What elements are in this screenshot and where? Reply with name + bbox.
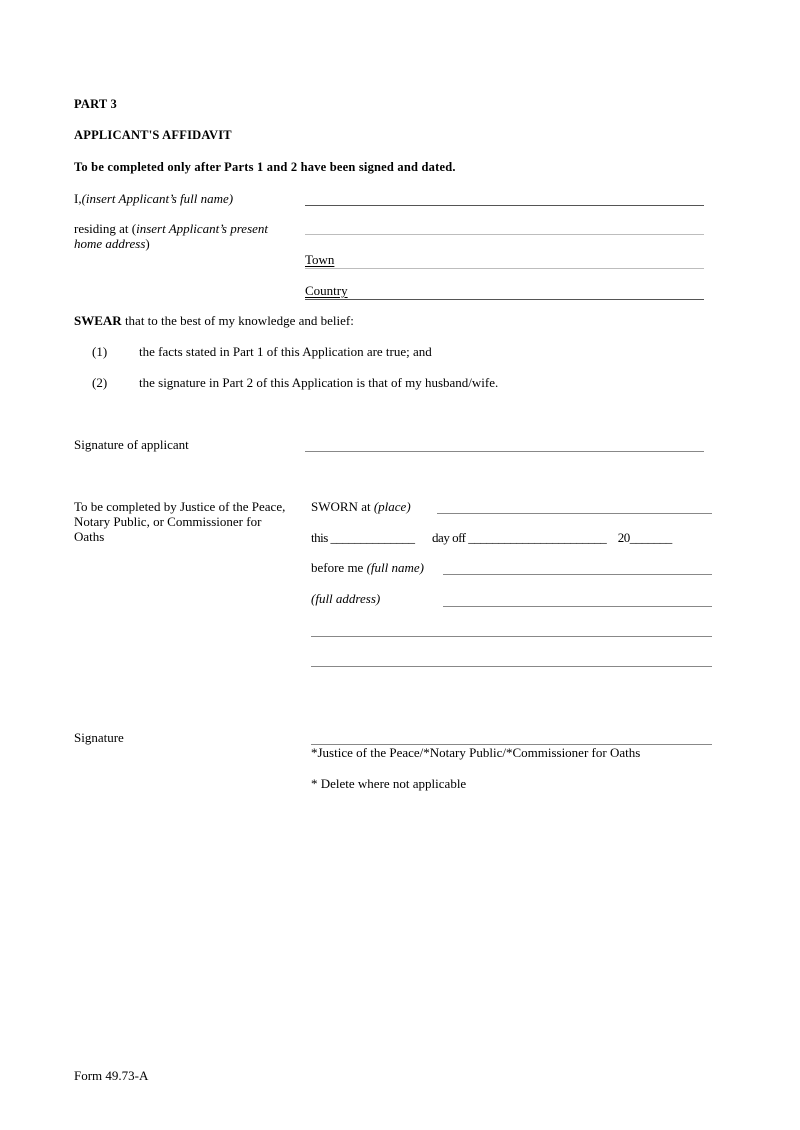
completion-instruction: To be completed only after Parts 1 and 2 have been signed and dated. [74, 160, 456, 174]
swear-item-1-number: (1) [92, 344, 108, 359]
full-address-label: (full address) [311, 591, 381, 606]
swear-item-1-text: the facts stated in Part 1 of this Application are true; and [139, 344, 432, 359]
this-label: this [311, 530, 328, 545]
year-prefix: 20 [617, 530, 630, 545]
sworn-at-label [311, 499, 411, 515]
town-input-line[interactable] [305, 268, 704, 269]
swear-item-2-text: the signature in Part 2 of this Application is that of my husband/wife. [139, 375, 499, 390]
applicant-address-label-line1: residing at (insert Applicant’s present [74, 221, 269, 236]
swear-statement [74, 313, 354, 329]
delete-note: * Delete where not applicable [311, 776, 467, 791]
full-address-input-line-1[interactable] [443, 606, 712, 607]
officer-note-line-2: Notary Public, or Commissioner for [74, 514, 262, 529]
sworn-date-row [311, 530, 672, 546]
applicant-name-prefix: I, [74, 191, 82, 206]
year-blank[interactable]: _______ [629, 530, 672, 545]
swear-item-2 [92, 375, 652, 391]
applicant-signature-label: Signature of applicant [74, 437, 189, 452]
sworn-at-place-hint: (place) [373, 499, 411, 514]
day-of-label: day off [432, 530, 466, 545]
applicant-address-label-line2: home address) [74, 236, 150, 251]
officer-note-line-3: Oaths [74, 529, 105, 544]
residing-at-prefix: residing at ( [74, 221, 137, 236]
applicant-signature-line[interactable] [305, 451, 704, 452]
before-me-fullname-hint: (full name) [366, 560, 424, 575]
applicant-name-input-line[interactable] [305, 205, 704, 206]
applicant-name-label [74, 191, 233, 207]
full-address-input-line-3[interactable] [311, 666, 712, 667]
before-me-input-line[interactable] [443, 574, 712, 575]
applicant-name-hint: (insert Applicant’s full name) [81, 191, 234, 206]
town-label: Town [305, 252, 335, 267]
this-day-blank[interactable]: ______________ [330, 530, 415, 545]
swear-item-1 [92, 344, 652, 360]
before-me-text: before me [311, 560, 367, 575]
country-input-line[interactable] [305, 299, 704, 300]
officer-signature-label: Signature [74, 730, 124, 745]
page-title: APPLICANT'S AFFIDAVIT [74, 128, 232, 142]
sworn-at-text: SWORN at [311, 499, 374, 514]
officer-note-line-1: To be completed by Justice of the Peace, [74, 499, 286, 514]
part-label: PART 3 [74, 97, 118, 111]
before-me-label [311, 560, 424, 576]
month-blank[interactable]: _______________________ [468, 530, 607, 545]
full-address-input-line-2[interactable] [311, 636, 712, 637]
officer-capacity-line: *Justice of the Peace/*Notary Public/*Commissioner for Oaths [311, 745, 641, 760]
sworn-place-input-line[interactable] [437, 513, 712, 514]
form-number-footer: Form 49.73-A [74, 1068, 149, 1083]
swear-keyword: SWEAR [74, 313, 122, 328]
country-label: Country [305, 283, 348, 298]
swear-statement-text: that to the best of my knowledge and belief: [121, 313, 354, 328]
swear-item-2-number: (2) [92, 375, 108, 390]
applicant-address-input-line[interactable] [305, 234, 704, 235]
